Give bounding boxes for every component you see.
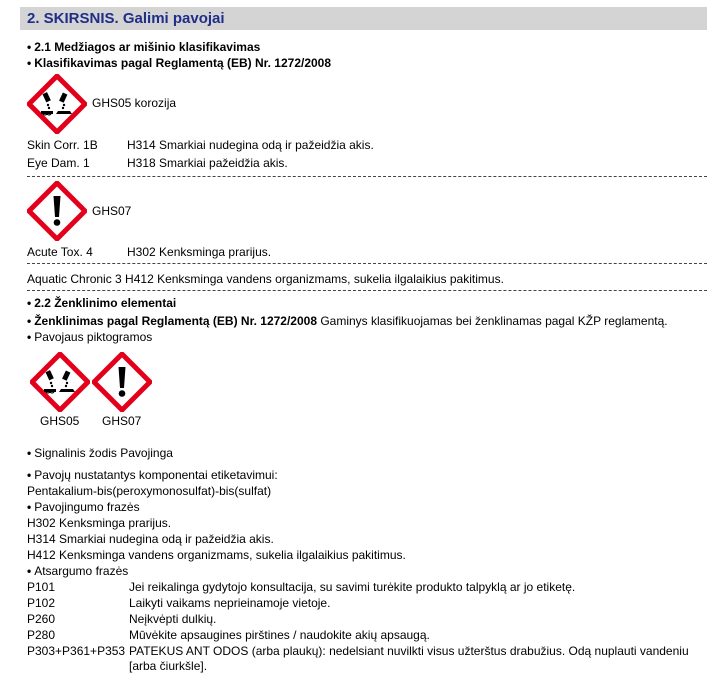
- components-heading: • Pavojų nustatantys komponentai etiketavimui:: [27, 468, 278, 482]
- precaution-row: P102 Laikyti vaikams neprieinamoje vietoje.: [27, 596, 331, 610]
- classification-row: Eye Dam. 1 H318 Smarkiai pažeidžia akis.: [27, 156, 288, 170]
- pictogram-caption-ghs05: GHS05: [40, 414, 80, 428]
- hazard-heading: • Pavojingumo frazės: [27, 500, 140, 514]
- precaution-continuation: [arba čiurkšle].: [129, 659, 208, 673]
- precaution-row: P303+P361+P353 PATEKUS ANT ODOS (arba plaukų): nedelsiant nuvilkti visus užterštus drabužius. Odą nuplauti vandeniu: [27, 644, 689, 658]
- classification-row: Skin Corr. 1B H314 Smarkiai nudegina odą ir pažeidžia akis.: [27, 138, 374, 152]
- hazard-statement: H412 Kenksminga vandens organizmams, sukelia ilgalaikius pakitimus.: [27, 548, 406, 562]
- section-header: [20, 7, 707, 30]
- classification-regulation: • Klasifikavimas pagal Reglamentą (EB) Nr. 1272/2008: [27, 56, 332, 70]
- component-name: Pentakalium-bis(peroxymonosulfat)-bis(sulfat): [27, 484, 272, 498]
- hazard-statement: H302 Kenksminga prarijus.: [27, 516, 172, 530]
- pictograms-heading: • Pavojaus piktogramos: [27, 330, 153, 344]
- precaution-row: P101 Jei reikalinga gydytojo konsultacija, su savimi turėkite produkto talpyklą ar jo etiketę.: [27, 580, 576, 594]
- exclamation-icon: [92, 352, 152, 412]
- precaution-row: P260 Neįkvėpti dulkių.: [27, 612, 217, 626]
- precaution-row: P280 Mūvėkite apsaugines pirštines / naudokite akių apsaugą.: [27, 628, 430, 642]
- exclamation-icon: [27, 181, 87, 241]
- corrosion-icon: [30, 352, 90, 412]
- classification-row: Acute Tox. 4 H302 Kenksminga prarijus.: [27, 245, 272, 259]
- aquatic-classification: Aquatic Chronic 3 H412 Kenksminga vandens organizmams, sukelia ilgalaikius pakitimus.: [27, 272, 504, 286]
- separator: [27, 263, 707, 264]
- separator: [27, 176, 707, 177]
- precaution-heading: • Atsargumo frazės: [27, 564, 129, 578]
- separator: [27, 290, 707, 291]
- section-title: 2. SKIRSNIS. Galimi pavojai: [27, 10, 225, 27]
- labelling-regulation: • Ženklinimas pagal Reglamentą (EB) Nr. 1272/2008 Gaminys klasifikuojamas bei ženklinamas pagal KŽP reglamentą.: [27, 314, 668, 328]
- subsection-2-1-title: • 2.1 Medžiagos ar mišinio klasifikavimas: [27, 40, 261, 54]
- pictogram-caption-ghs07: GHS07: [102, 414, 142, 428]
- subsection-2-2-title: • 2.2 Ženklinimo elementai: [27, 296, 177, 310]
- corrosion-icon: [27, 74, 87, 134]
- hazard-statement: H314 Smarkiai nudegina odą ir pažeidžia akis.: [27, 532, 274, 546]
- pictogram-label-ghs07: GHS07: [92, 204, 132, 218]
- pictogram-label-ghs05: GHS05 korozija: [92, 96, 177, 110]
- signal-word: • Signalinis žodis Pavojinga: [27, 446, 173, 460]
